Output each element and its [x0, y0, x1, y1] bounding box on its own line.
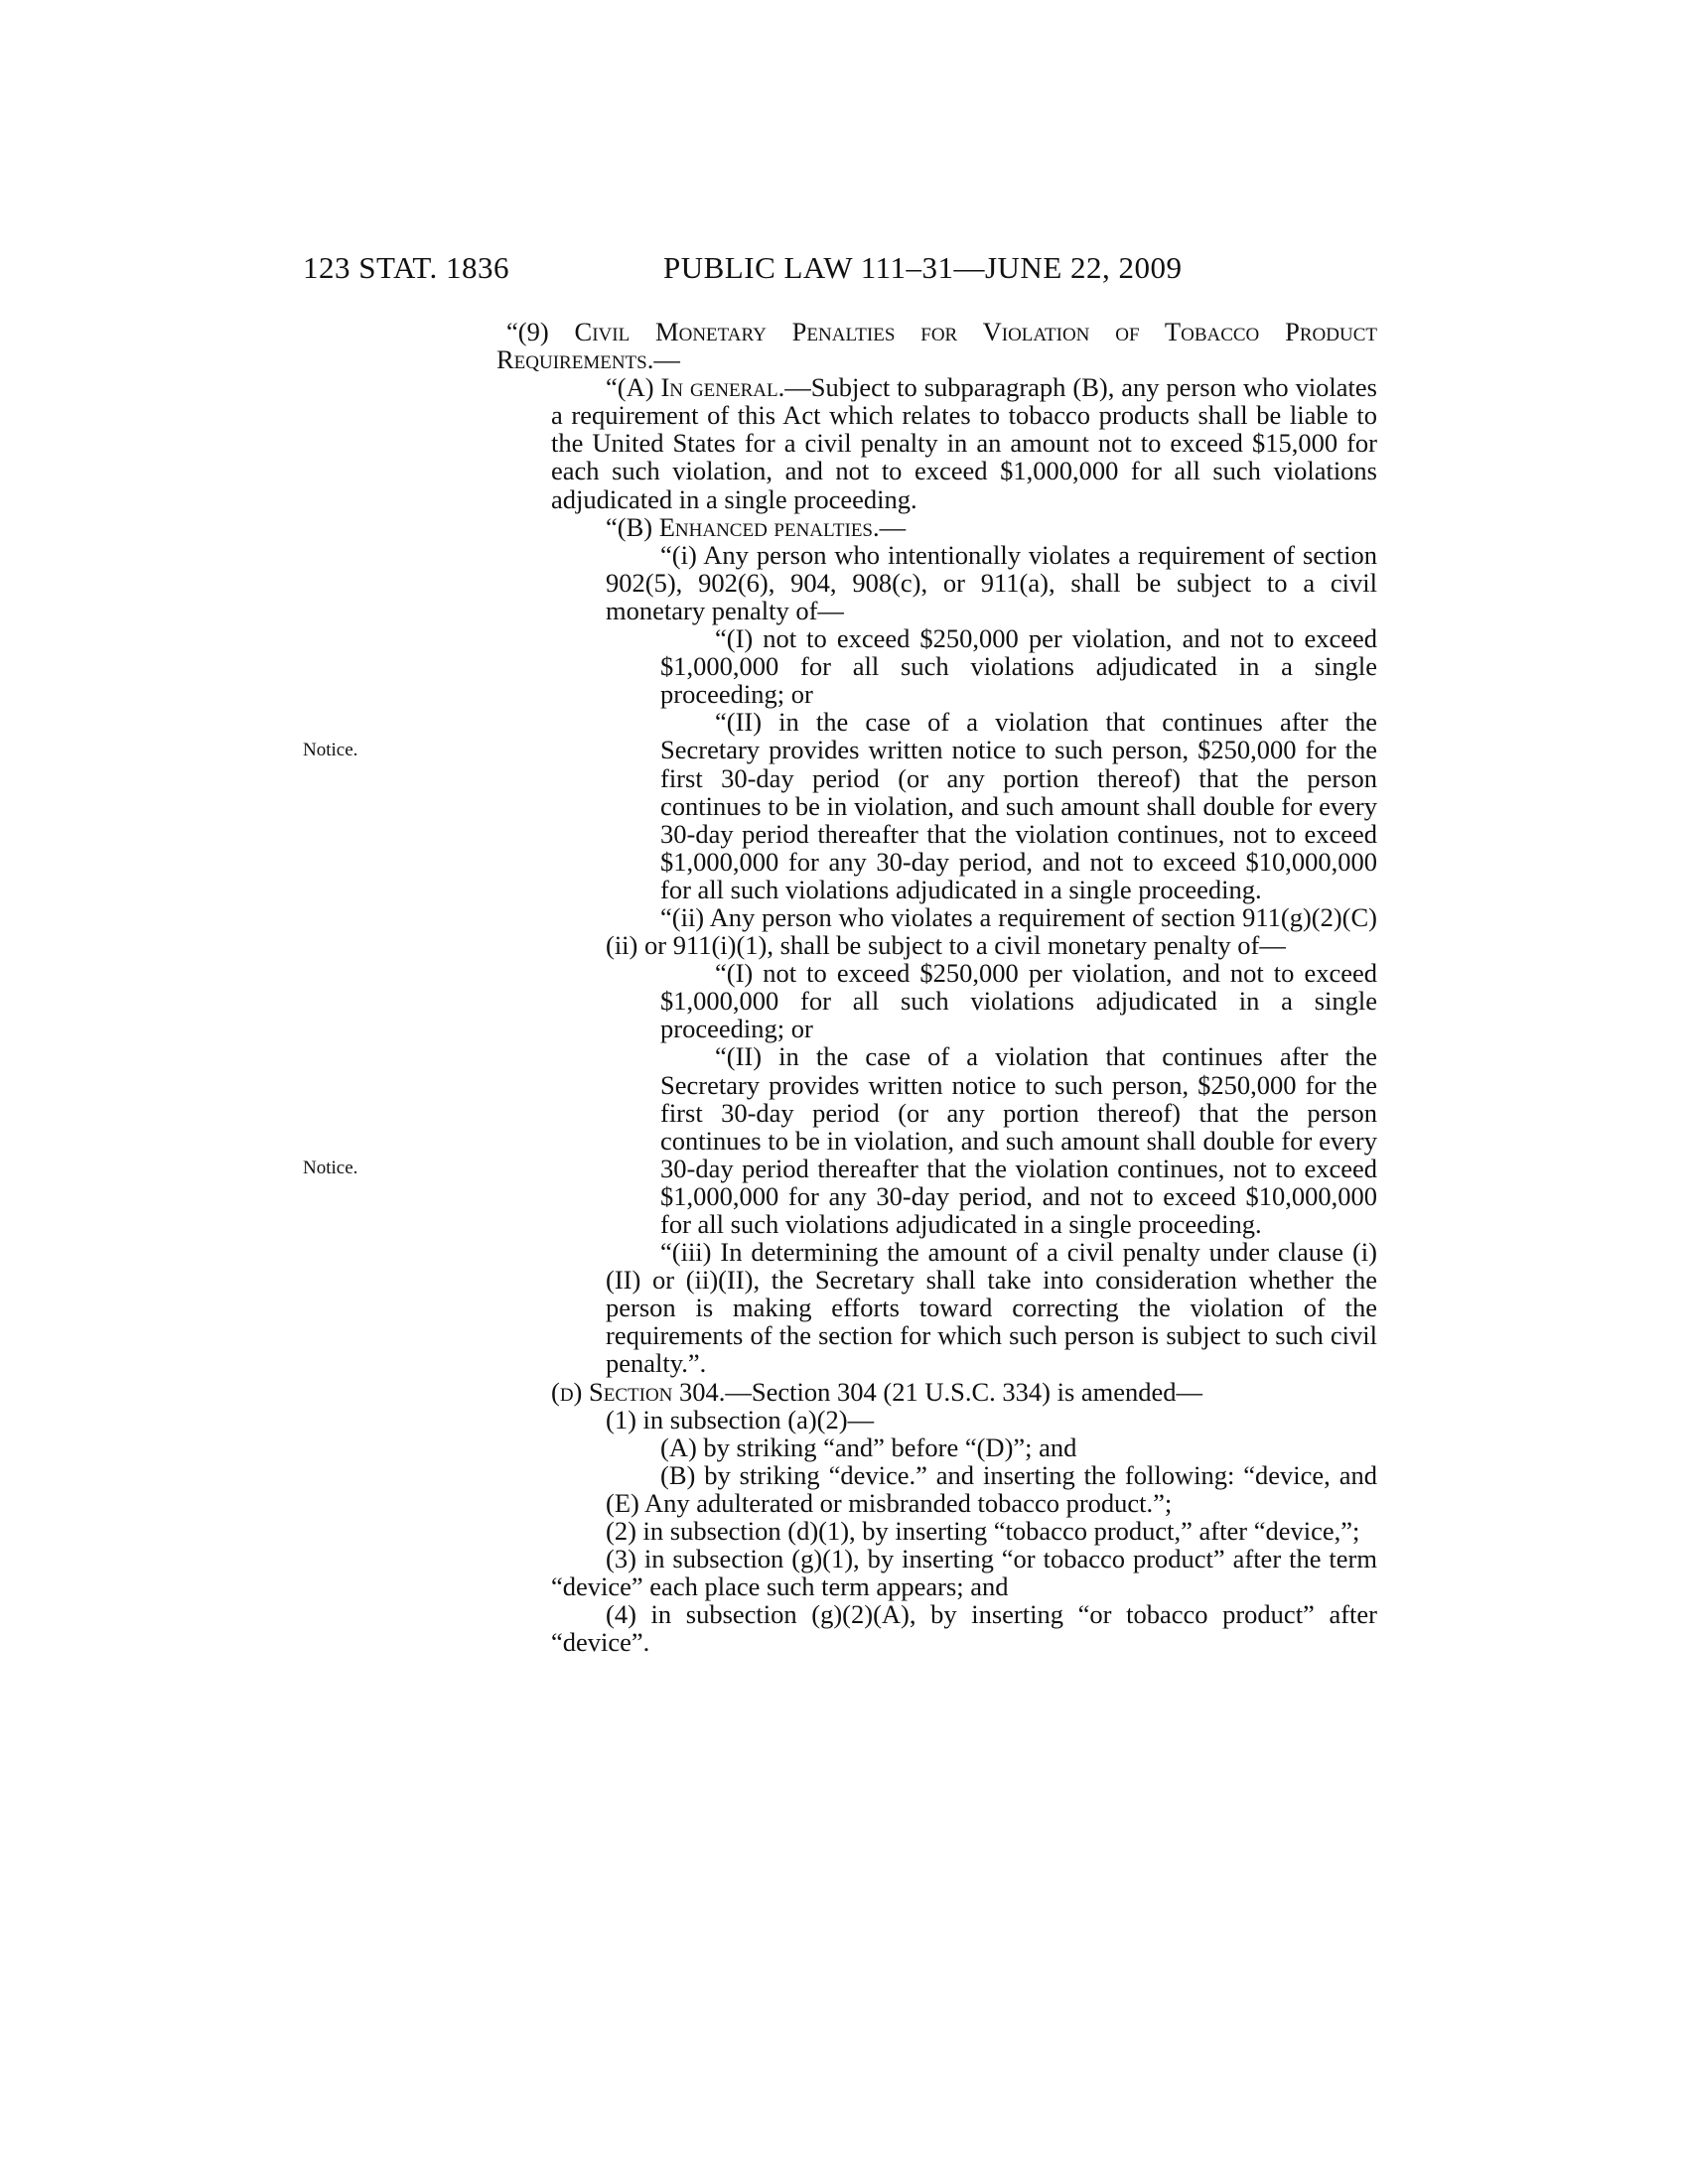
paragraph-text: (3) in subsection (g)(1), by inserting “or tobacco product” after the term “device” each place such term appears; and — [551, 1544, 1377, 1602]
paragraph-text: “(I) not to exceed $250,000 per violation, and not to exceed $1,000,000 for all such violations adjudicated in a single proceeding; or — [660, 623, 1377, 710]
margin-note-notice-1: Notice. — [303, 740, 358, 760]
item-d-2 — [551, 1517, 1377, 1545]
paragraph-text: “(II) in the case of a violation that continues after the Secretary provides written notice to such person, $250,000 for the first 30-day period (or any portion thereof) that the person continues to be in violation, and such amount shall double for every 30-day period thereafter that the violation continues, not to exceed $1,000,000 for any 30-day period, and not to exceed $10,000,000 for all such violations adjudicated in a single proceeding. — [660, 1041, 1377, 1239]
subsection-d — [551, 1378, 1377, 1406]
paragraph-text: (A) by striking “and” before “(D)”; and — [660, 1432, 1077, 1462]
item-d-1-a — [551, 1433, 1377, 1461]
subclause-b-ii-I — [660, 959, 1377, 1042]
paragraph-heading: (d) Section 304.— — [551, 1376, 752, 1407]
paragraph-text: “(ii) Any person who violates a requirement of section 911(g)(2)(C)(ii) or 911(i)(1), shall be subject to a civil monetary penalty of— — [606, 901, 1377, 961]
paragraph-text: (B) by striking “device.” and inserting the following: “device, and (E) Any adulterated or misbranded tobacco product.”; — [606, 1459, 1377, 1518]
subclause-b-i-II — [660, 708, 1377, 903]
subclause-b-ii-II — [660, 1042, 1377, 1238]
subparagraph-a — [551, 373, 1377, 512]
paragraph-heading: “(B) Enhanced penalties.— — [606, 511, 907, 542]
clause-b-i — [606, 541, 1377, 624]
paragraph-text: Section 304 (21 U.S.C. 334) is amended— — [751, 1376, 1203, 1407]
subclause-b-i-I — [660, 624, 1377, 708]
paragraph-9-heading — [496, 318, 1377, 373]
page-running-head: PUBLIC LAW 111–31—JUNE 22, 2009 — [663, 250, 1183, 285]
item-d-3 — [551, 1545, 1377, 1600]
paragraph-text: “(II) in the case of a violation that continues after the Secretary provides written notice to such person, $250,000 for the first 30-day period (or any portion thereof) that the person continues to be in violation, and such amount shall double for every 30-day period thereafter that the violation continues, not to exceed $1,000,000 for any 30-day period, and not to exceed $10,000,000 for all such violations adjudicated in a single proceeding. — [660, 707, 1377, 904]
clause-b-ii — [606, 903, 1377, 959]
paragraph-text: “(i) Any person who intentionally violates a requirement of section 902(5), 902(6), 904, 908(c), or 911(a), shall be subject to a civil monetary penalty of— — [606, 539, 1377, 625]
paragraph-text: (2) in subsection (d)(1), by inserting “tobacco product,” after “device,”; — [606, 1516, 1360, 1547]
clause-b-iii — [606, 1238, 1377, 1377]
margin-note-notice-2: Notice. — [303, 1158, 358, 1178]
item-d-1-b — [606, 1461, 1377, 1517]
item-d-1 — [551, 1406, 1377, 1433]
document-body — [496, 318, 1377, 1657]
paragraph-text: Subject to subparagraph (B), any person who violates a requirement of this Act which relates to tobacco products shall be liable to the United States for a civil penalty in an amount not to exceed $15,000 for each such violation, and not to exceed $1,000,000 for all such violations adjudicated in a single proceeding. — [551, 372, 1377, 514]
paragraph-text: “(iii) In determining the amount of a civil penalty under clause (i)(II) or (ii)(II), the Secretary shall take into consideration whether the person is making efforts toward correcting the violation of the requirements of the section for which such person is subject to such civil penalty.”. — [606, 1237, 1377, 1379]
item-d-4 — [551, 1600, 1377, 1656]
paragraph-heading: “(A) In general.— — [606, 372, 811, 403]
paragraph-heading: “(9) Civil Monetary Penalties for Violation of Tobacco Product Requirements.— — [496, 317, 1377, 375]
subparagraph-b-heading — [551, 513, 1377, 541]
paragraph-text: (4) in subsection (g)(2)(A), by inserting “or tobacco product” after “device”. — [551, 1599, 1377, 1658]
page-stat-citation: 123 STAT. 1836 — [303, 250, 510, 285]
paragraph-text: (1) in subsection (a)(2)— — [606, 1404, 875, 1434]
paragraph-text: “(I) not to exceed $250,000 per violation, and not to exceed $1,000,000 for all such violations adjudicated in a single proceeding; or — [660, 958, 1377, 1044]
